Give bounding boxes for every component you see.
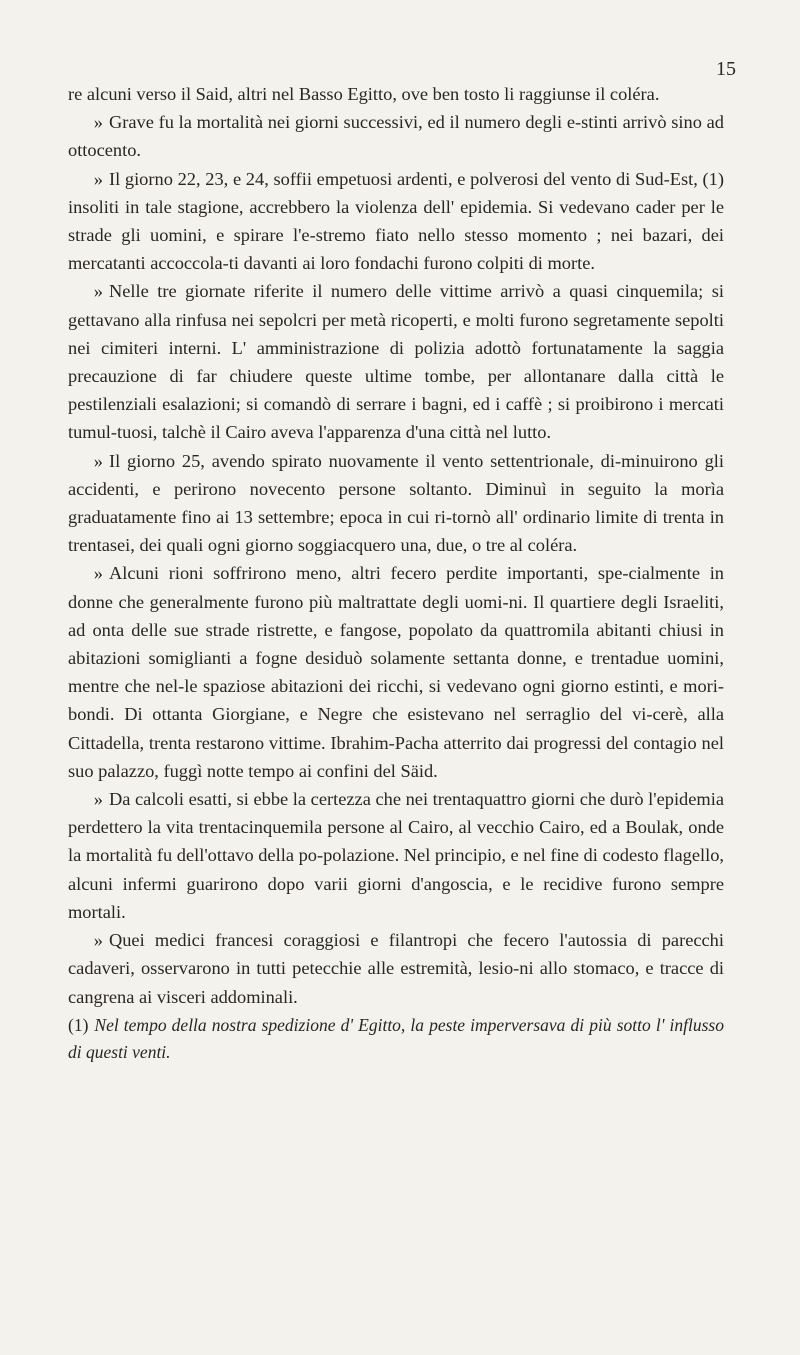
paragraph-text: Nelle tre giornate riferite il numero delle vittime arrivò a quasi cinquemila; si gettavano alla rinfusa nei sepolcri per metà ricoperti, e molti furono segretamente sepolti nei cimiteri interni. L' amministrazione di polizia adottò fortunatamente la saggia precauzione di far chiudere queste ultime tombe, per allontanare dalla città le pestilenziali esalazioni; si comandò di serrare i bagni, ed i caffè ; si proibirono i mercati tumul-tuosi, talchè il Cairo aveva l'apparenza d'una città nel lutto.	[68, 281, 724, 443]
paragraph	[68, 277, 724, 446]
footnote	[68, 1012, 724, 1066]
paragraph-text: Da calcoli esatti, si ebbe la certezza che nei trentaquattro giorni che durò l'epidemia perdettero la vita trentacinquemila persone al Cairo, al vecchio Cairo, ed a Boulak, onde la mortalità fu dell'ottavo della po-polazione. Nel principio, e nel fine di codesto flagello, alcuni infermi guarirono dopo varii giorni d'angoscia, e le recidive furono sempre mortali.	[68, 789, 724, 922]
quote-mark: »	[93, 168, 103, 189]
quote-mark: »	[93, 930, 103, 951]
body-text	[68, 80, 724, 1011]
paragraph	[68, 447, 724, 560]
page-number: 15	[716, 58, 736, 80]
paragraph	[68, 165, 724, 278]
paragraph-text: Il giorno 22, 23, e 24, soffii empetuosi ardenti, e polverosi del vento di Sud-Est, (1) insoliti in tale stagione, accrebbero la violenza dell' epidemia. Si vedevano cader per le strade gli uomini, e spirare l'e-stremo fiato nello stesso momento ; nei bazari, dei mercatanti accoccola-ti davanti ai loro fondachi furono colpiti di morte.	[68, 168, 724, 274]
quote-mark: »	[93, 450, 103, 471]
quote-mark: »	[93, 789, 103, 810]
quote-mark: »	[93, 563, 103, 584]
paragraph-text: Quei medici francesi coraggiosi e filantropi che fecero l'autossia di parecchi cadaveri, osservarono in tutti petecchie alle estremità, lesio-ni allo stomaco, e tracce di cangrena ai visceri addominali.	[68, 930, 724, 1007]
paragraph	[68, 108, 724, 164]
paragraph-text: re alcuni verso il Said, altri nel Basso Egitto, ove ben tosto li raggiunse il coléra.	[68, 84, 660, 104]
footnote-marker: (1)	[68, 1015, 89, 1035]
paragraph	[68, 785, 724, 926]
quote-mark: »	[93, 281, 103, 302]
footnote-text: Nel tempo della nostra spedizione d' Egitto, la peste imperversava di più sotto l' influsso di questi venti.	[68, 1015, 724, 1062]
paragraph-text: Il giorno 25, avendo spirato nuovamente il vento settentrionale, di-minuirono gli accidenti, e perirono novecento persone soltanto. Diminuì in seguito la morìa graduatamente fino ai 13 settembre; epoca in cui ri-tornò all' ordinario limite di trenta in trentasei, dei quali ogni giorno soggiacquero una, due, o tre al coléra.	[68, 450, 724, 556]
paragraph-text: Alcuni rioni soffrirono meno, altri fecero perdite importanti, spe-cialmente in donne che generalmente furono più maltrattate degli uomi-ni. Il quartiere degli Israeliti, ad onta delle sue strade ristrette, e fangose, popolato da quattromila abitanti chiusi in abitazioni somiglianti a fogne desiduò solamente settanta donne, e trentadue uomini, mentre che nel-le spaziose abitazioni dei ricchi, si vedevano ogni giorno estinti, e mori-bondi. Di ottanta Giorgiane, e Negre che esistevano nel serraglio del vi-cerè, alla Cittadella, trenta restarono vittime. Ibrahim-Pacha atterrito dai progressi del contagio nel suo palazzo, fuggì notte tempo ai confini del Säid.	[68, 563, 724, 781]
quote-mark: »	[93, 112, 103, 133]
paragraph	[68, 80, 724, 108]
paragraph-text: Grave fu la mortalità nei giorni successivi, ed il numero degli e-stinti arrivò sino ad ottocento.	[68, 112, 724, 161]
paragraph	[68, 559, 724, 785]
paragraph	[68, 926, 724, 1011]
